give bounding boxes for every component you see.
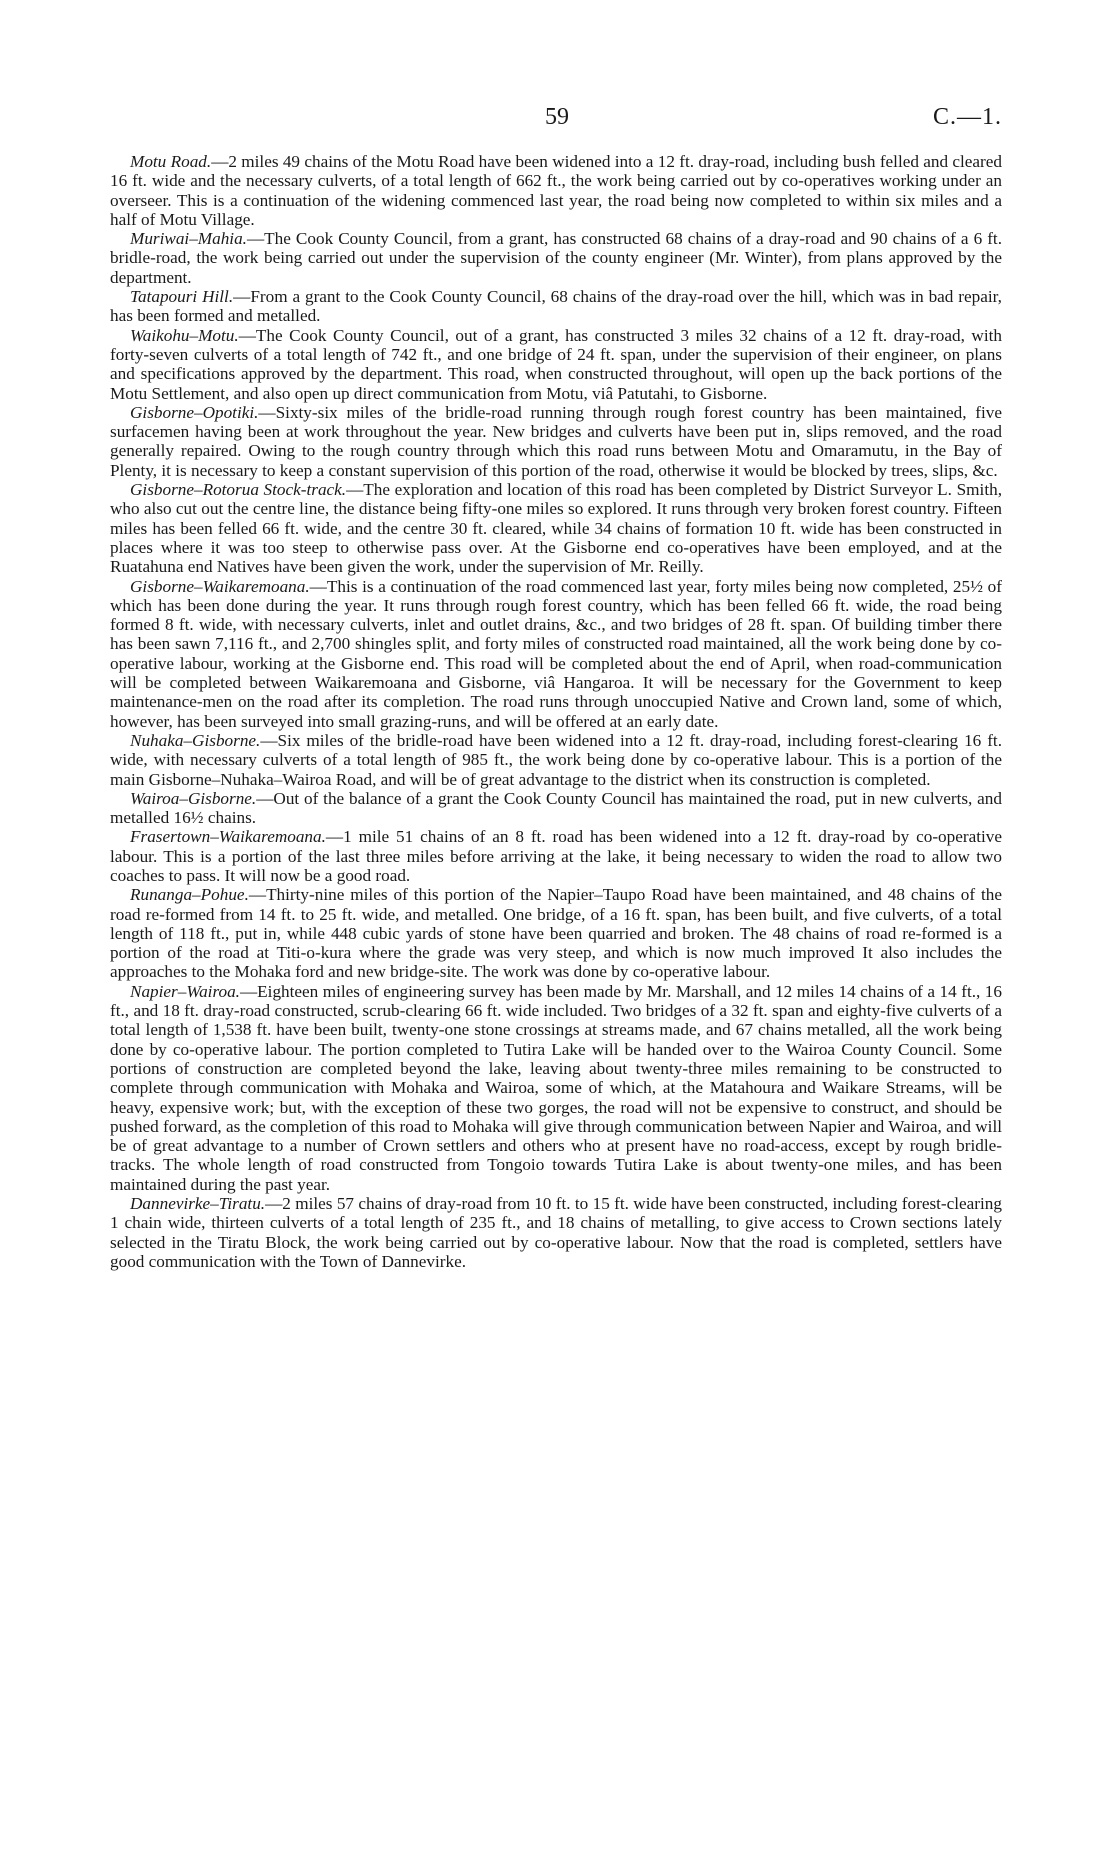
paragraph-runanga-pohue xyxy=(110,885,1002,981)
paragraph-text: —Eighteen miles of engineering survey has been made by Mr. Marshall, and 12 miles 14 chains of a 14 ft., 16 ft., and 18 ft. dray-road constructed, scrub-clearing 66 ft. wide included. Two bridges of a 32 ft. span and eighty-five culverts of a total length of 1,538 ft. have been built, twenty-one stone crossings at streams made, and 67 chains metalled, all the work being done by co-operative labour. The portion completed to Tutira Lake will be handed over to the Wairoa County Council. Some portions of construction are completed beyond the lake, leaving about twenty-three miles remaining to be constructed to complete through communication with Mohaka and Wairoa, some of which, at the Matahoura and Waikare Streams, will be heavy, expensive work; but, with the exception of these two gorges, the road will not be expensive to construct, and should be pushed forward, as the completion of this road to Mohaka will give through communication between Napier and Wairoa, and will be of great advantage to a number of Crown settlers and others who at present have no road-access, except by rough bridle-tracks. The whole length of road constructed from Tongoio towards Tutira Lake is about twenty-one miles, and has been maintained during the past year. xyxy=(110,981,1002,1194)
paragraph-wairoa-gisborne xyxy=(110,789,1002,828)
paragraph-waikohu-motu xyxy=(110,326,1002,403)
page-number: 59 xyxy=(545,104,569,130)
paragraph-heading: Gisborne–Rotorua Stock-track. xyxy=(130,480,347,500)
paragraph-text: —The exploration and location of this road has been completed by District Surveyor L. Smith, who also cut out the centre line, the distance being fifty-one miles so explored. It runs through very broken forest country. Fifteen miles has been felled 66 ft. wide, and the centre 30 ft. cleared, while 34 chains of formation 10 ft. wide has been constructed in places where it was too steep to otherwise pass over. At the Gisborne end co-operatives have been employed, and at the Ruatahuna end Natives have been given the work, under the supervision of Mr. Reilly. xyxy=(110,480,1002,577)
paragraph-heading: Runanga–Pohue. xyxy=(130,885,249,905)
paragraph-heading: Motu Road. xyxy=(130,152,212,171)
paragraph-text: —2 miles 49 chains of the Motu Road have been widened into a 12 ft. dray-road, including bush felled and cleared 16 ft. wide and the necessary culverts, of a total length of 662 ft., the work being carried out by co-operatives working under an overseer. This is a continuation of the widening commenced last year, the road being now completed to within six miles and a half of Motu Village. xyxy=(110,152,1003,229)
paragraph-text: —Six miles of the bridle-road have been widened into a 12 ft. dray-road, including forest-clearing 16 ft. wide, with necessary culverts of a total length of 985 ft., the work being done by co-operative labour. This is a portion of the main Gisborne–Nuhaka–Wairoa Road, and will be of great advantage to the district when its construction is completed. xyxy=(110,730,1002,789)
paragraph-text: —1 mile 51 chains of an 8 ft. road has been widened into a 12 ft. dray-road by co-operative labour. This is a portion of the last three miles before arriving at the lake, it being necessary to widen the road to allow two coaches to pass. It will now be a good road. xyxy=(110,827,1002,885)
paragraph-text: —2 miles 57 chains of dray-road from 10 ft. to 15 ft. wide have been constructed, including forest-clearing 1 chain wide, thirteen culverts of a total length of 235 ft., and 18 chains of metalling, to give access to Crown sections lately selected in the Tiratu Block, the work being carried out by co-operative labour. Now that the road is completed, settlers have good communication with the Town of Dannevirke. xyxy=(110,1194,1002,1271)
paragraph-text: —The Cook County Council, from a grant, has constructed 68 chains of a dray-road and 90 chains of a 6 ft. bridle-road, the work being carried out under the supervision of the county engineer (Mr. Winter), from plans approved by the department. xyxy=(110,229,1002,287)
paragraph-gisborne-opotiki xyxy=(110,403,1002,480)
paragraph-gisborne-waikaremoana xyxy=(110,577,1002,731)
page-header xyxy=(0,100,1114,140)
paragraph-dannevirke-tiratu xyxy=(110,1194,1002,1271)
paragraph-heading: Waikohu–Motu. xyxy=(130,325,239,345)
paragraph-frasertown-waikaremoana xyxy=(110,827,1002,885)
paragraph-napier-wairoa xyxy=(110,982,1002,1194)
paragraph-heading: Frasertown–Waikaremoana. xyxy=(130,827,326,847)
paragraph-nuhaka-gisborne xyxy=(110,731,1002,789)
paragraph-gisborne-rotorua xyxy=(110,480,1002,576)
paragraph-heading: Muriwai–Mahia. xyxy=(130,229,247,249)
paragraph-muriwai-mahia xyxy=(110,229,1002,287)
paragraph-heading: Wairoa–Gisborne. xyxy=(130,788,257,808)
paragraph-heading: Gisborne–Opotiki. xyxy=(130,402,259,422)
paragraph-heading: Gisborne–Waikaremoana. xyxy=(130,576,310,596)
paragraph-motu-road xyxy=(110,152,1002,229)
paragraph-heading: Nuhaka–Gisborne. xyxy=(130,730,261,750)
document-body xyxy=(110,152,1002,1271)
paragraph-text: —Out of the balance of a grant the Cook County Council has maintained the road, put in new culverts, and metalled 16½ chains. xyxy=(110,788,1002,828)
paragraph-heading: Tatapouri Hill. xyxy=(130,287,234,307)
report-code: C.—1. xyxy=(932,104,1002,130)
paragraph-text: —Sixty-six miles of the bridle-road running through rough forest country has been maintained, five surfacemen having been at work throughout the year. New bridges and culverts have been put in, slips removed, and the road generally repaired. Owing to the rough country through which this road runs between Motu and Omaramutu, in the Bay of Plenty, it is necessary to keep a constant supervision of this portion of the road, otherwise it would be blocked by trees, slips, &c. xyxy=(110,402,1002,480)
paragraph-text: —Thirty-nine miles of this portion of the Napier–Taupo Road have been maintained, and 48 chains of the road re-formed from 14 ft. to 25 ft. wide, and metalled. One bridge, of a 16 ft. span, has been built, and five culverts, of a total length of 118 ft., put in, while 448 cubic yards of stone have been quarried and broken. The 48 chains of road re-formed is a portion of the road at Titi-o-kura where the grade was very steep, and which is now much improved It also includes the approaches to the Mohaka ford and new bridge-site. The work was done by co-operative labour. xyxy=(110,885,1002,982)
paragraph-heading: Napier–Wairoa. xyxy=(130,981,240,1001)
paragraph-tatapouri-hill xyxy=(110,287,1002,326)
paragraph-heading: Dannevirke–Tiratu. xyxy=(130,1194,266,1214)
paragraph-text: —The Cook County Council, out of a grant, has constructed 3 miles 32 chains of a 12 ft. dray-road, with forty-seven culverts of a total length of 742 ft., and one bridge of 24 ft. span, under the supervision of their engineer, on plans and specifications approved by the department. This road, when constructed throughout, will open up the back portions of the Motu Settlement, and also open up direct communication from Motu, viâ Patutahi, to Gisborne. xyxy=(110,325,1002,403)
paragraph-text: —This is a continuation of the road commenced last year, forty miles being now completed, 25½ of which has been done during the year. It runs through rough forest country, which has been felled 66 ft. wide, the road being formed 8 ft. wide, with necessary culverts, inlet and outlet drains, &c., and two bridges of 28 ft. span. Of building timber there has been sawn 7,116 ft., and 2,700 shingles split, and forty miles of constructed road maintained, all the work being done by co-operative labour, working at the Gisborne end. This road will be completed about the end of April, when road-communication will be completed between Waikaremoana and Gisborne, viâ Hangaroa. It will be necessary for the Government to keep maintenance-men on the road after its completion. The road runs through unoccupied Native and Crown land, some of which, however, has been surveyed into small grazing-runs, and will be offered at an early date. xyxy=(110,576,1002,731)
paragraph-text: —From a grant to the Cook County Council, 68 chains of the dray-road over the hill, which was in bad repair, has been formed and metalled. xyxy=(110,287,1002,326)
